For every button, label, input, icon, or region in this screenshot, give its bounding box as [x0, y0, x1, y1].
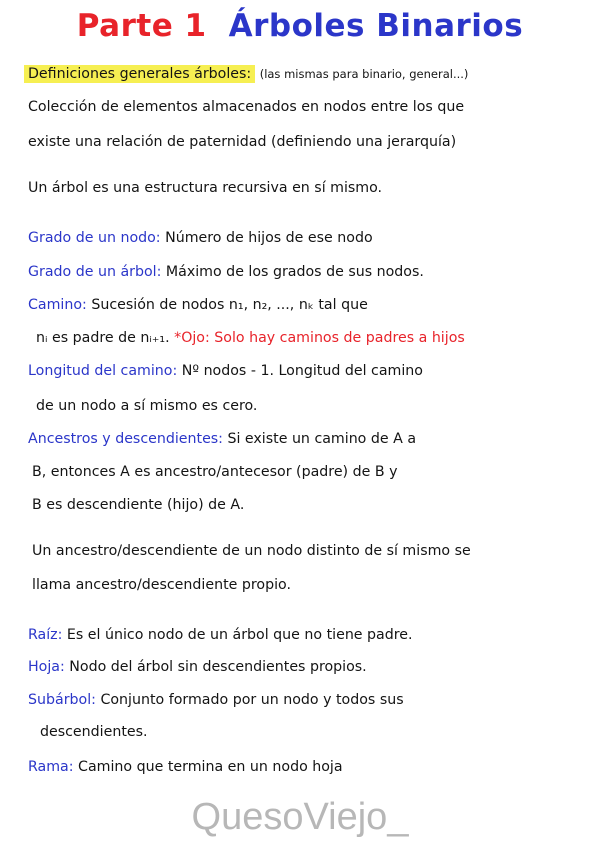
page-title	[0, 8, 600, 44]
watermark: QuesoViejo_	[191, 796, 409, 838]
def-ancestros-term: Ancestros y descendientes:	[28, 431, 223, 447]
def-rama	[28, 757, 343, 777]
def-camino-term: Camino:	[28, 297, 87, 313]
intro-heading-line	[28, 64, 468, 84]
def-subarbol	[28, 690, 404, 710]
def-subarbol-text-2: descendientes.	[40, 724, 148, 740]
intro-line-2: existe una relación de paternidad (definiendo una jerarquía)	[28, 134, 457, 150]
def-grado-nodo-text: Número de hijos de ese nodo	[160, 230, 373, 246]
title-part: Parte 1	[76, 8, 207, 44]
title-topic: Árboles Binarios	[228, 8, 524, 44]
def-rama-text: Camino que termina en un nodo hoja	[73, 759, 343, 775]
def-ancestros	[28, 429, 416, 449]
def-propio-text-1: Un ancestro/descendiente de un nodo distinto de sí mismo se	[32, 543, 471, 559]
def-grado-nodo-term: Grado de un nodo:	[28, 230, 161, 246]
def-longitud-term: Longitud del camino:	[28, 363, 178, 379]
def-grado-arbol-term: Grado de un árbol:	[28, 264, 162, 280]
def-ancestros-text-1: Si existe un camino de A a	[222, 431, 417, 447]
def-subarbol-text-1: Conjunto formado por un nodo y todos sus	[95, 692, 404, 708]
def-ancestros-text-3: B es descendiente (hijo) de A.	[32, 497, 245, 513]
def-hoja-text: Nodo del árbol sin descendientes propios.	[64, 659, 367, 675]
def-hoja-term: Hoja:	[28, 659, 65, 675]
def-grado-arbol	[28, 262, 424, 282]
def-propio-text-2: llama ancestro/descendiente propio.	[32, 577, 291, 593]
def-grado-nodo	[28, 228, 373, 248]
def-camino-text-1: Sucesión de nodos n₁, n₂, ..., nₖ tal que	[86, 297, 368, 313]
intro-line-1: Colección de elementos almacenados en nodos entre los que	[28, 99, 465, 115]
def-camino	[28, 295, 368, 315]
def-rama-term: Rama:	[28, 759, 74, 775]
def-longitud	[28, 361, 423, 381]
def-hoja	[28, 657, 367, 677]
def-longitud-text-1: Nº nodos - 1. Longitud del camino	[177, 363, 423, 379]
def-raiz-term: Raíz:	[28, 627, 63, 643]
def-longitud-text-2: de un nodo a sí mismo es cero.	[36, 398, 258, 414]
def-camino-text-2: nᵢ es padre de nᵢ₊₁.	[36, 330, 170, 346]
def-ancestros-text-2: B, entonces A es ancestro/antecesor (padre) de B y	[32, 464, 398, 480]
def-raiz-text: Es el único nodo de un árbol que no tiene padre.	[62, 627, 413, 643]
intro-heading-note: (las mismas para binario, general...)	[259, 67, 469, 81]
def-raiz	[28, 625, 413, 645]
intro-line-3: Un árbol es una estructura recursiva en sí mismo.	[28, 180, 383, 196]
def-subarbol-term: Subárbol:	[28, 692, 96, 708]
def-camino-line-2	[36, 328, 465, 348]
def-grado-arbol-text: Máximo de los grados de sus nodos.	[161, 264, 424, 280]
intro-heading: Definiciones generales árboles:	[24, 65, 255, 83]
def-camino-note: *Ojo: Solo hay caminos de padres a hijos	[169, 330, 465, 346]
